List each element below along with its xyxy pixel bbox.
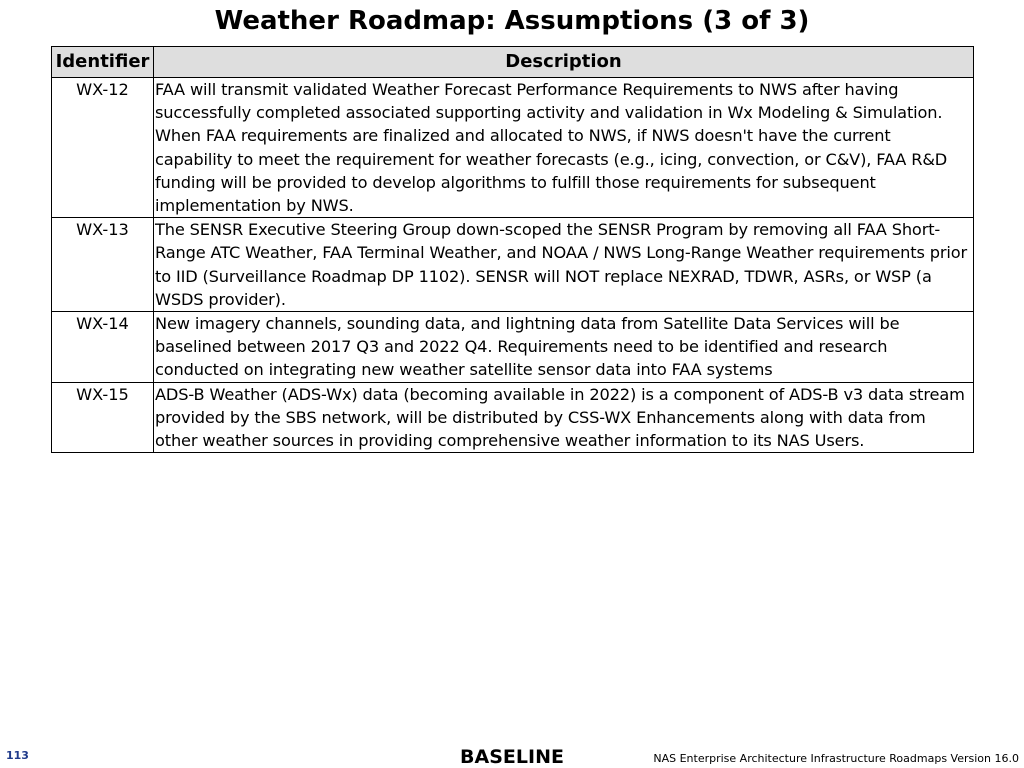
row-description: The SENSR Executive Steering Group down-scoped the SENSR Program by removing all FAA Short-Range ATC Weather, FAA Terminal Weather, and NOAA / NWS Long-Range Weather requirements prior to IID (Surveillance Roadmap DP 1102). SENSR will NOT replace NEXRAD, TDWR, ASRs, or WSP (a WSDS provider).: [154, 218, 974, 312]
baseline-label: BASELINE: [460, 746, 564, 768]
row-identifier: WX-15: [52, 382, 154, 453]
table-row: [52, 218, 974, 312]
table-header-row: [52, 47, 974, 78]
page-number: 113: [6, 749, 29, 762]
description-column-header: Description: [154, 47, 974, 78]
row-identifier: WX-12: [52, 78, 154, 218]
identifier-column-header: Identifier: [52, 47, 154, 78]
table-row: [52, 312, 974, 383]
row-identifier: WX-13: [52, 218, 154, 312]
row-identifier: WX-14: [52, 312, 154, 383]
row-description: ADS-B Weather (ADS-Wx) data (becoming available in 2022) is a component of ADS-B v3 data stream provided by the SBS network, will be distributed by CSS-WX Enhancements along with data from other weather sources in providing comprehensive weather information to its NAS Users.: [154, 382, 974, 453]
version-label: NAS Enterprise Architecture Infrastructure Roadmaps Version 16.0: [653, 752, 1019, 765]
row-description: New imagery channels, sounding data, and lightning data from Satellite Data Services will be baselined between 2017 Q3 and 2022 Q4. Requirements need to be identified and research conducted on integrating new weather satellite sensor data into FAA systems: [154, 312, 974, 383]
row-description: FAA will transmit validated Weather Forecast Performance Requirements to NWS after having successfully completed associated supporting activity and validation in Wx Modeling & Simulation. When FAA requirements are finalized and allocated to NWS, if NWS doesn't have the current capability to meet the requirement for weather forecasts (e.g., icing, convection, or C&V), FAA R&D funding will be provided to develop algorithms to fulfill those requirements for subsequent implementation by NWS.: [154, 78, 974, 218]
assumptions-table: [51, 46, 974, 453]
table-row: [52, 78, 974, 218]
table-row: [52, 382, 974, 453]
page-title: Weather Roadmap: Assumptions (3 of 3): [214, 6, 810, 36]
